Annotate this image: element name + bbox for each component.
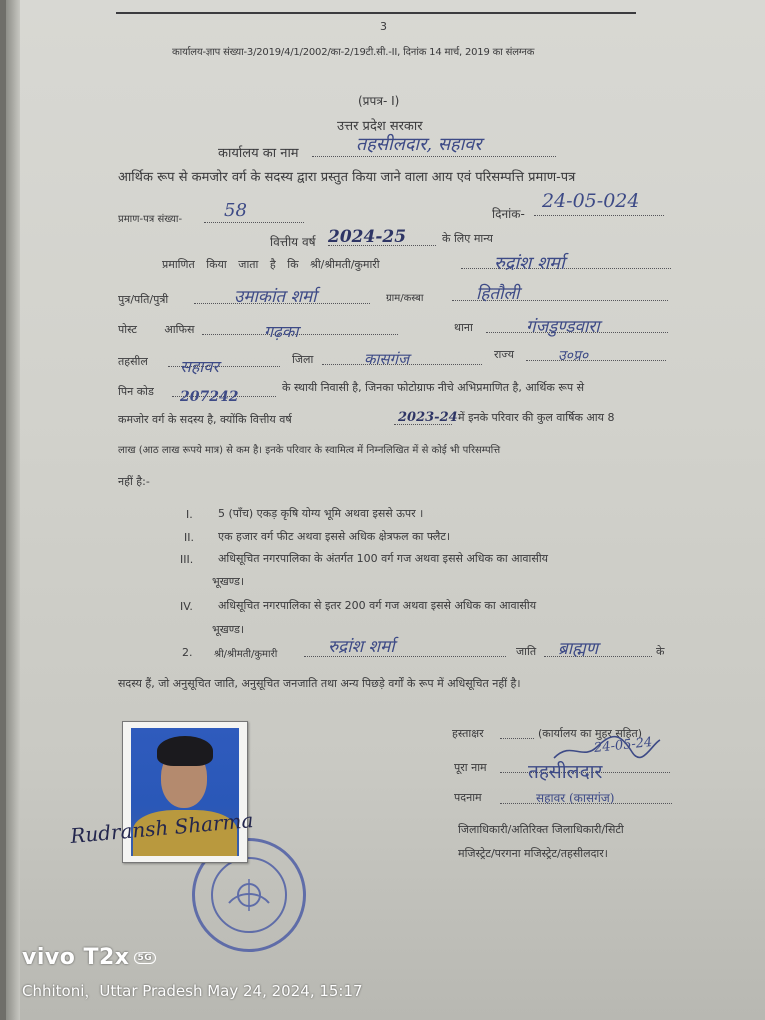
- caste-value: ब्राह्मण: [558, 639, 599, 659]
- income-line: में इनके परिवार की कुल वार्षिक आय 8: [458, 411, 615, 424]
- none-line: नहीं है:-: [118, 475, 150, 488]
- tehsil-label: तहसील: [118, 355, 148, 368]
- full-name-value: तहसीलदार: [528, 761, 603, 783]
- item-num: IV.: [180, 600, 193, 613]
- sign-dots: [500, 738, 534, 739]
- photo-signature: Rudransh Sharma: [69, 808, 255, 848]
- item-num: II.: [184, 531, 194, 544]
- fy-value: 2024-25: [328, 227, 407, 247]
- seal-emblem-icon: [223, 869, 275, 921]
- cert-no-dots: [204, 222, 304, 223]
- item-line: एक हजार वर्ग फीट अथवा इससे अधिक क्षेत्रफल का फ्लैट।: [218, 530, 451, 543]
- top-rule: [116, 12, 636, 14]
- date-label: दिनांक-: [492, 207, 525, 221]
- government-heading: उत्तर प्रदेश सरकार: [337, 119, 423, 134]
- caste-line-2: सदस्य हैं, जो अनुसूचित जाति, अनुसूचित जनजाति तथा अन्य पिछड़े वर्गों के रूप में अधिसूचित नहीं है।: [118, 677, 521, 690]
- date-dots: [534, 215, 664, 216]
- post-dots: [202, 334, 398, 335]
- photo-hair: [157, 736, 213, 766]
- date-value: 24-05-024: [542, 190, 640, 212]
- certify-text: प्रमाणित किया जाता है कि श्री/श्रीमती/कुमारी: [162, 258, 380, 271]
- pin-label: पिन कोड: [118, 385, 154, 398]
- designation-label: पदनाम: [454, 791, 482, 804]
- item-num: III.: [180, 553, 194, 566]
- office-dots: [312, 156, 556, 157]
- village-label: ग्राम/कस्बा: [386, 293, 424, 304]
- location-timestamp: Chhitoni，Uttar Pradesh May 24, 2024, 15:17: [22, 982, 363, 1000]
- item-line: भूखण्ड।: [212, 623, 245, 636]
- certificate-title: आर्थिक रूप से कमजोर वर्ग के सदस्य द्वारा प्रस्तुत किया जाने वाला आय एवं परिसम्पत्ति प्रमाण-पत्र: [118, 170, 576, 185]
- sign-note: (कार्यालय का मुहर सहित): [538, 727, 643, 740]
- prev-fy-value: 2023-24: [398, 410, 458, 425]
- prev-fy-dots: [394, 424, 452, 425]
- state-dots: [526, 360, 666, 361]
- name-dots: [461, 268, 671, 269]
- caste-name-value: रुद्रांश शर्मा: [328, 637, 395, 657]
- thana-value: गंजडुण्डवारा: [526, 317, 600, 337]
- father-name: उमाकांत शर्मा: [234, 287, 317, 307]
- network-badge: 5G: [134, 952, 157, 964]
- item-line: अधिसूचित नगरपालिका से इतर 200 वर्ग गज अथवा इससे अधिक का आवासीय: [218, 599, 537, 612]
- form-name: (प्रपत्र- I): [358, 94, 400, 108]
- fy-dots: [328, 245, 436, 246]
- cert-no-label: प्रमाण-पत्र संख्या-: [118, 214, 183, 225]
- item-line: भूखण्ड।: [212, 575, 245, 588]
- post-value: गढ़का: [264, 322, 299, 341]
- weak-section-line: कमजोर वर्ग के सदस्य है, क्योंकि वित्तीय वर्ष: [118, 413, 292, 426]
- lakh-line: लाख (आठ लाख रूपये मात्र) से कम है। इनके परिवार के स्वामित्व में निम्नलिखित में से कोई भी परिसम्पत्ति: [118, 445, 501, 456]
- caste-person-label: श्री/श्रीमती/कुमारी: [214, 649, 278, 660]
- item-line: अधिसूचित नगरपालिका के अंतर्गत 100 वर्ग गज अथवा इससे अधिक का आवासीय: [218, 552, 549, 565]
- page-number: 3: [380, 20, 387, 33]
- relation-label: पुत्र/पति/पुत्री: [118, 293, 169, 306]
- item-line: 5 (पाँच) एकड़ कृषि योग्य भूमि अथवा इससे ऊपर ।: [218, 507, 424, 520]
- reference-line: कार्यालय-ज्ञाप संख्या-3/2019/4/1/2002/का-2/19टी.सी.-II, दिनांक 14 मार्च, 2019 का संलग्नक: [172, 47, 535, 58]
- item-num: I.: [186, 508, 193, 521]
- district-value: कासगंज: [364, 350, 410, 368]
- village-value: हितौली: [476, 284, 520, 304]
- tehsil-value: सहावर: [180, 357, 219, 376]
- state-label: राज्य: [494, 348, 515, 361]
- caste-label: जाति: [516, 645, 537, 658]
- camera-brand: vivo T2x: [22, 945, 130, 970]
- office-value: तहसीलदार, सहावर: [356, 134, 482, 155]
- resident-line: के स्थायी निवासी है, जिनका फोटोग्राफ नीचे अभिप्रमाणित है, आर्थिक रूप से: [282, 381, 585, 394]
- pin-value: 207242: [180, 389, 239, 405]
- caste-num: 2.: [182, 646, 193, 659]
- sign-label: हस्ताक्षर: [452, 727, 484, 740]
- authority-line-1: जिलाधिकारी/अतिरिक्त जिलाधिकारी/सिटी: [458, 823, 624, 836]
- cert-no-value: 58: [224, 200, 247, 221]
- full-name-label: पूरा नाम: [454, 761, 487, 774]
- designation-value: सहावर (कासगंज): [536, 791, 615, 805]
- applicant-name: रुद्रांश शर्मा: [494, 253, 565, 274]
- post-label: पोस्ट आफिस: [118, 323, 195, 336]
- fy-suffix: के लिए मान्य: [442, 232, 493, 245]
- state-value: उ०प्र०: [558, 348, 589, 364]
- caste-suffix: के: [656, 645, 665, 658]
- document-page: [6, 0, 765, 1020]
- office-label: कार्यालय का नाम: [218, 146, 299, 161]
- fy-label: वित्तीय वर्ष: [270, 235, 316, 249]
- district-label: जिला: [292, 353, 314, 366]
- authority-line-2: मजिस्ट्रेट/परगना मजिस्ट्रेट/तहसीलदार।: [458, 847, 608, 860]
- thana-label: थाना: [454, 321, 473, 334]
- camera-watermark: [22, 945, 156, 970]
- sign-date: 24-05-24: [593, 734, 654, 757]
